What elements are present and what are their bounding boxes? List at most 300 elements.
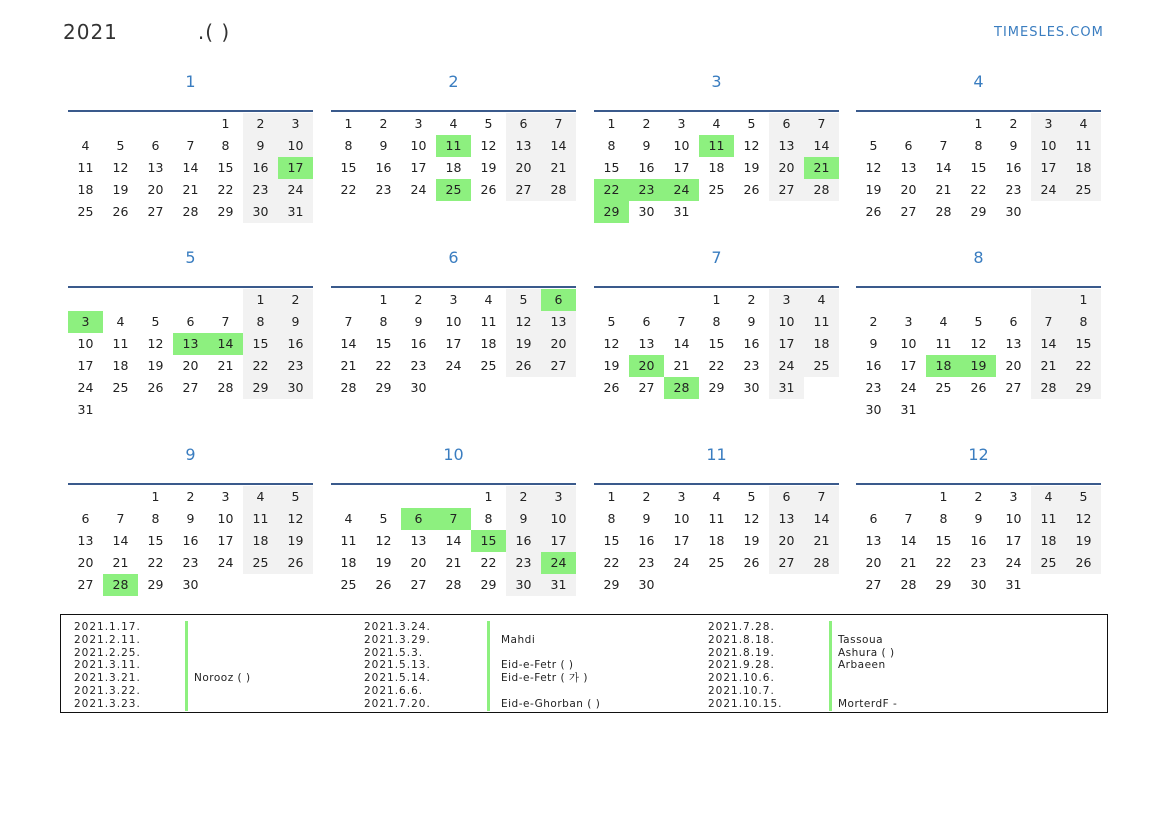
day-cell[interactable]: 11 [1031,508,1066,530]
day-cell[interactable]: 15 [217,160,234,175]
day-cell[interactable]: 3 [904,314,913,329]
day-cell[interactable]: 18 [804,333,839,355]
day-cell[interactable]: 10 [278,135,313,157]
day-cell[interactable]: 27 [182,380,199,395]
day-cell[interactable]: 13 [506,135,541,157]
day-cell[interactable]: 16 [278,333,313,355]
day-cell[interactable]: 3 [449,292,458,307]
day-cell[interactable]: 8 [607,511,616,526]
day-cell[interactable]: 24 [410,182,427,197]
day-cell[interactable]: 2 [869,314,878,329]
day-cell[interactable]: 1 [607,489,616,504]
day-cell[interactable]: 10 [673,511,690,526]
day-cell[interactable]: 24 [900,380,917,395]
day-cell[interactable]: 9 [974,511,983,526]
day-cell[interactable]: 6 [186,314,195,329]
day-cell[interactable]: 5 [869,138,878,153]
day-cell[interactable]: 31 [541,574,576,596]
day-cell[interactable]: 1 [974,116,983,131]
day-cell[interactable]: 22 [970,182,987,197]
day-cell[interactable]: 20 [629,355,664,377]
day-cell[interactable]: 22 [1066,355,1101,377]
day-cell[interactable]: 26 [506,355,541,377]
day-cell[interactable]: 23 [375,182,392,197]
day-cell[interactable]: 2 [974,489,983,504]
day-cell[interactable]: 14 [112,533,129,548]
day-cell[interactable]: 17 [217,533,234,548]
day-cell[interactable]: 17 [541,530,576,552]
day-cell[interactable]: 9 [186,511,195,526]
day-cell[interactable]: 7 [221,314,230,329]
day-cell[interactable]: 30 [506,574,541,596]
day-cell[interactable]: 24 [278,179,313,201]
day-cell[interactable]: 16 [743,336,760,351]
day-cell[interactable]: 14 [673,336,690,351]
day-cell[interactable]: 1 [939,489,948,504]
day-cell[interactable]: 18 [1031,530,1066,552]
day-cell[interactable]: 10 [217,511,234,526]
day-cell[interactable]: 30 [278,377,313,399]
day-cell[interactable]: 14 [340,336,357,351]
day-cell[interactable]: 13 [1005,336,1022,351]
day-cell[interactable]: 9 [506,508,541,530]
day-cell[interactable]: 27 [147,204,164,219]
day-cell[interactable]: 12 [1066,508,1101,530]
day-cell[interactable]: 16 [506,530,541,552]
day-cell[interactable]: 17 [1005,533,1022,548]
day-cell[interactable]: 29 [147,577,164,592]
day-cell[interactable]: 1 [1066,289,1101,311]
day-cell[interactable]: 2 [186,489,195,504]
day-cell[interactable]: 7 [804,113,839,135]
day-cell[interactable]: 26 [112,204,129,219]
day-cell[interactable]: 5 [379,511,388,526]
day-cell[interactable]: 2 [379,116,388,131]
day-cell[interactable]: 10 [445,314,462,329]
day-cell[interactable]: 30 [410,380,427,395]
day-cell[interactable]: 23 [1005,182,1022,197]
day-cell[interactable]: 8 [939,511,948,526]
day-cell[interactable]: 1 [221,116,230,131]
day-cell[interactable]: 3 [1009,489,1018,504]
day-cell[interactable]: 18 [340,555,357,570]
day-cell[interactable]: 3 [677,489,686,504]
day-cell[interactable]: 28 [103,574,138,596]
day-cell[interactable]: 4 [116,314,125,329]
day-cell[interactable]: 8 [484,511,493,526]
day-cell[interactable]: 15 [708,336,725,351]
day-cell[interactable]: 18 [445,160,462,175]
day-cell[interactable]: 5 [506,289,541,311]
day-cell[interactable]: 2 [243,113,278,135]
day-cell[interactable]: 24 [445,358,462,373]
day-cell[interactable]: 8 [974,138,983,153]
day-cell[interactable]: 1 [712,292,721,307]
day-cell[interactable]: 23 [629,179,664,201]
day-cell[interactable]: 6 [769,486,804,508]
day-cell[interactable]: 16 [182,533,199,548]
day-cell[interactable]: 30 [638,577,655,592]
day-cell[interactable]: 12 [970,336,987,351]
day-cell[interactable]: 25 [708,182,725,197]
day-cell[interactable]: 15 [603,160,620,175]
day-cell[interactable]: 27 [506,179,541,201]
day-cell[interactable]: 27 [865,577,882,592]
day-cell[interactable]: 15 [375,336,392,351]
day-cell[interactable]: 6 [904,138,913,153]
day-cell[interactable]: 20 [147,182,164,197]
day-cell[interactable]: 26 [147,380,164,395]
day-cell[interactable]: 6 [1009,314,1018,329]
day-cell[interactable]: 29 [970,204,987,219]
day-cell[interactable]: 19 [603,358,620,373]
day-cell[interactable]: 18 [480,336,497,351]
day-cell[interactable]: 30 [182,577,199,592]
day-cell[interactable]: 31 [769,377,804,399]
day-cell[interactable]: 22 [340,182,357,197]
day-cell[interactable]: 14 [900,533,917,548]
day-cell[interactable]: 22 [243,355,278,377]
day-cell[interactable]: 6 [769,113,804,135]
day-cell[interactable]: 12 [278,508,313,530]
day-cell[interactable]: 19 [147,358,164,373]
day-cell[interactable]: 2 [1009,116,1018,131]
day-cell[interactable]: 12 [375,533,392,548]
day-cell[interactable]: 19 [112,182,129,197]
day-cell[interactable]: 13 [77,533,94,548]
day-cell[interactable]: 23 [182,555,199,570]
day-cell[interactable]: 8 [379,314,388,329]
day-cell[interactable]: 14 [541,135,576,157]
day-cell[interactable]: 13 [638,336,655,351]
day-cell[interactable]: 20 [410,555,427,570]
day-cell[interactable]: 29 [480,577,497,592]
day-cell[interactable]: 9 [642,138,651,153]
day-cell[interactable]: 17 [278,157,313,179]
day-cell[interactable]: 21 [182,182,199,197]
day-cell[interactable]: 24 [664,179,699,201]
day-cell[interactable]: 2 [278,289,313,311]
day-cell[interactable]: 12 [506,311,541,333]
day-cell[interactable]: 27 [900,204,917,219]
day-cell[interactable]: 6 [869,511,878,526]
day-cell[interactable]: 5 [747,116,756,131]
day-cell[interactable]: 7 [541,113,576,135]
day-cell[interactable]: 21 [217,358,234,373]
day-cell[interactable]: 24 [1005,555,1022,570]
day-cell[interactable]: 18 [77,182,94,197]
day-cell[interactable]: 4 [712,489,721,504]
day-cell[interactable]: 4 [1066,113,1101,135]
day-cell[interactable]: 30 [865,402,882,417]
day-cell[interactable]: 21 [445,555,462,570]
day-cell[interactable]: 10 [541,508,576,530]
day-cell[interactable]: 12 [480,138,497,153]
day-cell[interactable]: 24 [217,555,234,570]
day-cell[interactable]: 30 [638,204,655,219]
day-cell[interactable]: 7 [344,314,353,329]
day-cell[interactable]: 10 [77,336,94,351]
brand-link[interactable]: TIMESLES.COM [994,25,1104,40]
day-cell[interactable]: 7 [804,486,839,508]
day-cell[interactable]: 17 [673,533,690,548]
day-cell[interactable]: 14 [804,508,839,530]
day-cell[interactable]: 17 [769,333,804,355]
day-cell[interactable]: 26 [743,182,760,197]
day-cell[interactable]: 12 [865,160,882,175]
day-cell[interactable]: 22 [480,555,497,570]
day-cell[interactable]: 21 [112,555,129,570]
day-cell[interactable]: 15 [243,333,278,355]
day-cell[interactable]: 5 [484,116,493,131]
day-cell[interactable]: 5 [151,314,160,329]
day-cell[interactable]: 5 [747,489,756,504]
day-cell[interactable]: 31 [77,402,94,417]
day-cell[interactable]: 21 [340,358,357,373]
day-cell[interactable]: 12 [147,336,164,351]
day-cell[interactable]: 27 [541,355,576,377]
day-cell[interactable]: 3 [414,116,423,131]
day-cell[interactable]: 18 [112,358,129,373]
day-cell[interactable]: 17 [410,160,427,175]
day-cell[interactable]: 15 [147,533,164,548]
day-cell[interactable]: 27 [769,179,804,201]
day-cell[interactable]: 11 [436,135,471,157]
day-cell[interactable]: 4 [449,116,458,131]
day-cell[interactable]: 23 [743,358,760,373]
day-cell[interactable]: 25 [480,358,497,373]
day-cell[interactable]: 19 [743,533,760,548]
day-cell[interactable]: 17 [900,358,917,373]
day-cell[interactable]: 22 [708,358,725,373]
day-cell[interactable]: 23 [243,179,278,201]
day-cell[interactable]: 5 [278,486,313,508]
day-cell[interactable]: 19 [865,182,882,197]
day-cell[interactable]: 30 [970,577,987,592]
day-cell[interactable]: 4 [1031,486,1066,508]
day-cell[interactable]: 13 [173,333,208,355]
day-cell[interactable]: 14 [1031,333,1066,355]
day-cell[interactable]: 7 [939,138,948,153]
day-cell[interactable]: 22 [594,179,629,201]
day-cell[interactable]: 15 [935,533,952,548]
day-cell[interactable]: 10 [900,336,917,351]
day-cell[interactable]: 20 [77,555,94,570]
day-cell[interactable]: 3 [769,289,804,311]
day-cell[interactable]: 25 [804,355,839,377]
day-cell[interactable]: 4 [344,511,353,526]
day-cell[interactable]: 5 [974,314,983,329]
day-cell[interactable]: 11 [243,508,278,530]
day-cell[interactable]: 26 [970,380,987,395]
day-cell[interactable]: 9 [414,314,423,329]
day-cell[interactable]: 10 [1031,135,1066,157]
day-cell[interactable]: 1 [344,116,353,131]
day-cell[interactable]: 16 [638,160,655,175]
day-cell[interactable]: 19 [480,160,497,175]
day-cell[interactable]: 23 [278,355,313,377]
day-cell[interactable]: 11 [804,311,839,333]
day-cell[interactable]: 13 [541,311,576,333]
day-cell[interactable]: 22 [935,555,952,570]
day-cell[interactable]: 4 [81,138,90,153]
day-cell[interactable]: 28 [664,377,699,399]
day-cell[interactable]: 3 [1031,113,1066,135]
day-cell[interactable]: 25 [935,380,952,395]
day-cell[interactable]: 12 [603,336,620,351]
day-cell[interactable]: 1 [379,292,388,307]
day-cell[interactable]: 30 [243,201,278,223]
day-cell[interactable]: 20 [506,157,541,179]
day-cell[interactable]: 21 [935,182,952,197]
day-cell[interactable]: 29 [375,380,392,395]
day-cell[interactable]: 15 [340,160,357,175]
day-cell[interactable]: 9 [243,135,278,157]
day-cell[interactable]: 25 [112,380,129,395]
day-cell[interactable]: 23 [970,555,987,570]
day-cell[interactable]: 6 [401,508,436,530]
day-cell[interactable]: 14 [445,533,462,548]
day-cell[interactable]: 1 [607,116,616,131]
day-cell[interactable]: 5 [116,138,125,153]
day-cell[interactable]: 8 [1066,311,1101,333]
day-cell[interactable]: 27 [410,577,427,592]
day-cell[interactable]: 3 [541,486,576,508]
day-cell[interactable]: 22 [217,182,234,197]
day-cell[interactable]: 14 [804,135,839,157]
day-cell[interactable]: 23 [410,358,427,373]
day-cell[interactable]: 7 [1031,311,1066,333]
day-cell[interactable]: 20 [900,182,917,197]
day-cell[interactable]: 25 [708,555,725,570]
day-cell[interactable]: 18 [1066,157,1101,179]
day-cell[interactable]: 5 [1066,486,1101,508]
day-cell[interactable]: 25 [243,552,278,574]
day-cell[interactable]: 24 [673,555,690,570]
day-cell[interactable]: 27 [638,380,655,395]
day-cell[interactable]: 28 [340,380,357,395]
day-cell[interactable]: 31 [1005,577,1022,592]
day-cell[interactable]: 9 [747,314,756,329]
day-cell[interactable]: 13 [865,533,882,548]
day-cell[interactable]: 11 [77,160,94,175]
day-cell[interactable]: 31 [900,402,917,417]
day-cell[interactable]: 25 [77,204,94,219]
day-cell[interactable]: 9 [869,336,878,351]
day-cell[interactable]: 13 [147,160,164,175]
day-cell[interactable]: 11 [1066,135,1101,157]
day-cell[interactable]: 21 [1031,355,1066,377]
day-cell[interactable]: 18 [926,355,961,377]
day-cell[interactable]: 2 [642,116,651,131]
day-cell[interactable]: 6 [506,113,541,135]
day-cell[interactable]: 16 [865,358,882,373]
day-cell[interactable]: 4 [243,486,278,508]
day-cell[interactable]: 9 [642,511,651,526]
day-cell[interactable]: 28 [541,179,576,201]
day-cell[interactable]: 16 [243,157,278,179]
day-cell[interactable]: 13 [769,508,804,530]
day-cell[interactable]: 16 [410,336,427,351]
day-cell[interactable]: 28 [900,577,917,592]
day-cell[interactable]: 11 [708,511,725,526]
day-cell[interactable]: 24 [1031,179,1066,201]
day-cell[interactable]: 31 [673,204,690,219]
day-cell[interactable]: 21 [804,530,839,552]
day-cell[interactable]: 12 [112,160,129,175]
day-cell[interactable]: 3 [278,113,313,135]
day-cell[interactable]: 20 [1005,358,1022,373]
day-cell[interactable]: 18 [708,160,725,175]
day-cell[interactable]: 19 [506,333,541,355]
day-cell[interactable]: 24 [541,552,576,574]
day-cell[interactable]: 16 [1005,160,1022,175]
day-cell[interactable]: 27 [1005,380,1022,395]
day-cell[interactable]: 8 [344,138,353,153]
day-cell[interactable]: 26 [375,577,392,592]
day-cell[interactable]: 10 [673,138,690,153]
day-cell[interactable]: 29 [243,377,278,399]
day-cell[interactable]: 11 [935,336,952,351]
day-cell[interactable]: 8 [151,511,160,526]
day-cell[interactable]: 21 [804,157,839,179]
day-cell[interactable]: 12 [743,511,760,526]
day-cell[interactable]: 22 [375,358,392,373]
day-cell[interactable]: 6 [541,289,576,311]
day-cell[interactable]: 14 [208,333,243,355]
day-cell[interactable]: 20 [182,358,199,373]
day-cell[interactable]: 13 [900,160,917,175]
day-cell[interactable]: 22 [603,555,620,570]
day-cell[interactable]: 8 [712,314,721,329]
day-cell[interactable]: 9 [1009,138,1018,153]
day-cell[interactable]: 26 [603,380,620,395]
day-cell[interactable]: 20 [541,333,576,355]
day-cell[interactable]: 11 [699,135,734,157]
day-cell[interactable]: 4 [804,289,839,311]
day-cell[interactable]: 7 [677,314,686,329]
day-cell[interactable]: 15 [471,530,506,552]
day-cell[interactable]: 20 [769,157,804,179]
day-cell[interactable]: 28 [217,380,234,395]
day-cell[interactable]: 25 [340,577,357,592]
day-cell[interactable]: 7 [186,138,195,153]
day-cell[interactable]: 19 [1066,530,1101,552]
day-cell[interactable]: 9 [379,138,388,153]
day-cell[interactable]: 11 [340,533,357,548]
day-cell[interactable]: 19 [743,160,760,175]
day-cell[interactable]: 7 [116,511,125,526]
day-cell[interactable]: 15 [970,160,987,175]
day-cell[interactable]: 23 [638,555,655,570]
day-cell[interactable]: 17 [673,160,690,175]
day-cell[interactable]: 29 [217,204,234,219]
day-cell[interactable]: 9 [278,311,313,333]
day-cell[interactable]: 21 [541,157,576,179]
day-cell[interactable]: 19 [278,530,313,552]
day-cell[interactable]: 14 [182,160,199,175]
day-cell[interactable]: 21 [673,358,690,373]
day-cell[interactable]: 26 [1066,552,1101,574]
day-cell[interactable]: 18 [243,530,278,552]
day-cell[interactable]: 3 [221,489,230,504]
day-cell[interactable]: 2 [414,292,423,307]
day-cell[interactable]: 6 [642,314,651,329]
day-cell[interactable]: 25 [436,179,471,201]
day-cell[interactable]: 26 [278,552,313,574]
day-cell[interactable]: 1 [243,289,278,311]
day-cell[interactable]: 4 [712,116,721,131]
